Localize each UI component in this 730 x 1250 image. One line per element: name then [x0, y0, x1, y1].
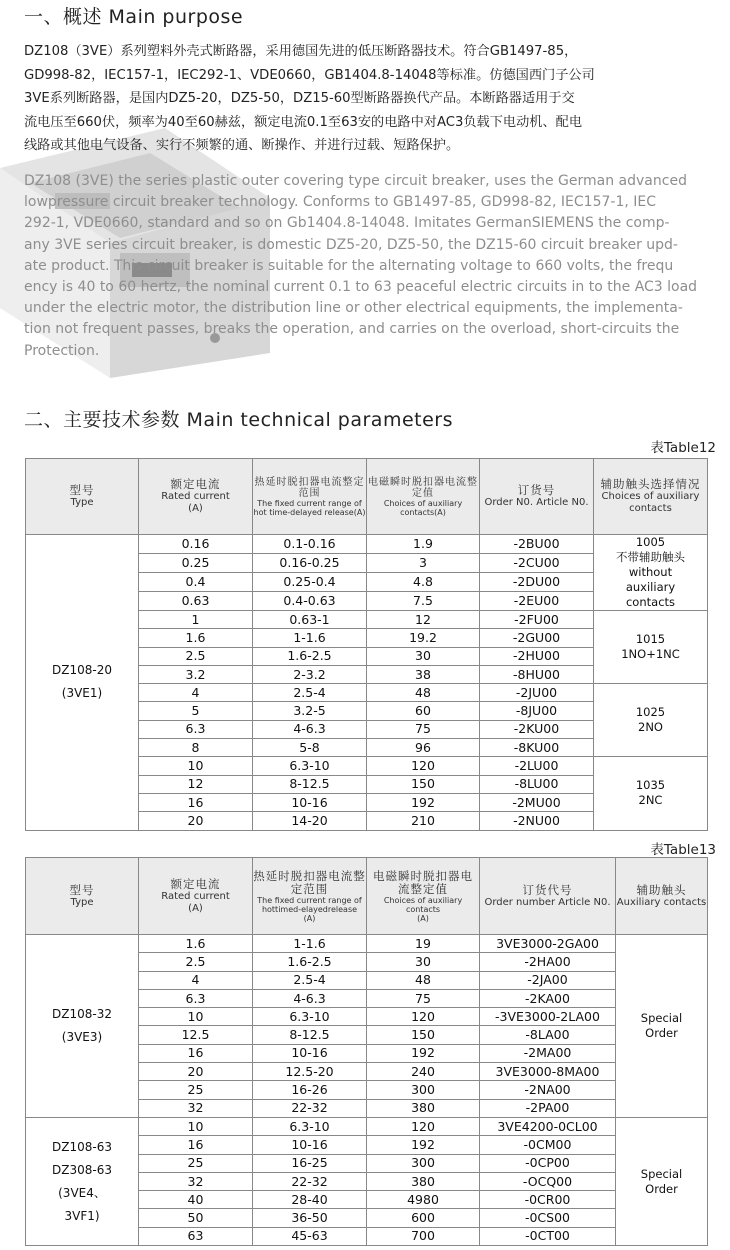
header-zh: 电磁瞬时脱扣器电流整定值 — [368, 476, 478, 499]
cell-line: 1025 — [635, 705, 666, 720]
header-en: Choices of auxiliary contacts(A) — [383, 498, 463, 517]
cell-line: 2NO — [638, 720, 663, 735]
table13 — [25, 857, 708, 1246]
table13-body — [26, 935, 708, 1246]
header-en: Auxiliary contacts — [616, 896, 707, 908]
header-en: Rated current — [161, 491, 230, 502]
order-number-cell: -8HU00 — [480, 665, 594, 683]
rated-current-cell: 25 — [139, 1154, 253, 1172]
order-number-cell: -0CS00 — [480, 1209, 616, 1227]
magnetic-value-cell: 75 — [367, 720, 480, 738]
thermal-range-cell: 2-3.2 — [253, 665, 367, 683]
rated-current-cell: 0.25 — [139, 554, 253, 573]
order-number-cell: -0CP00 — [480, 1154, 616, 1172]
header-zh: 热延时脱扣器电流整定范围 — [253, 868, 366, 896]
thermal-range-cell: 16-25 — [253, 1154, 367, 1172]
section-title-parameters: 二、主要技术参数 Main technical parameters — [24, 409, 453, 431]
magnetic-value-cell: 300 — [367, 1154, 480, 1172]
magnetic-value-cell: 38 — [367, 665, 480, 683]
intro-en-line: under the electric motor, the distribution line or other electrical equipments, the implementa- — [24, 300, 683, 317]
thermal-range-cell: 10-16 — [253, 1136, 367, 1154]
header-en: Choices of auxiliary contacts — [601, 491, 700, 514]
thermal-range-cell: 10-16 — [253, 1044, 367, 1062]
order-number-cell: -2KA00 — [480, 989, 616, 1007]
order-number-cell: -8LU00 — [480, 775, 594, 793]
header-en: Order number Article N0. — [484, 896, 611, 908]
type-cell — [26, 1117, 139, 1245]
header-en: Type — [70, 497, 94, 508]
magnetic-value-cell: 192 — [367, 793, 480, 811]
thermal-range-cell: 4-6.3 — [253, 989, 367, 1007]
rated-current-cell: 1.6 — [139, 629, 253, 647]
rated-current-cell: 25 — [139, 1081, 253, 1099]
order-number-cell: -2HU00 — [480, 647, 594, 665]
thermal-range-cell: 3.2-5 — [253, 702, 367, 720]
header-zh: 额定电流 — [170, 477, 221, 491]
rated-current-cell: 40 — [139, 1191, 253, 1209]
thermal-range-cell: 8-12.5 — [253, 775, 367, 793]
section-title-purpose: 一、概述 Main purpose — [24, 6, 244, 28]
order-number-cell: -2MU00 — [480, 793, 594, 811]
cell-line: contacts — [625, 595, 676, 609]
thermal-range-cell: 12.5-20 — [253, 1063, 367, 1081]
cell-line: DZ108-20 — [52, 663, 112, 678]
header-unit: (A) — [303, 913, 316, 923]
order-number-cell: -2JU00 — [480, 684, 594, 702]
rated-current-cell: 2.5 — [139, 647, 253, 665]
intro-zh-line: 3VE系列断路器，是国内DZ5-20，DZ5-50，DZ15-60型断路器换代产品。本断路器适用于交 — [24, 91, 575, 106]
rated-current-cell: 16 — [139, 1044, 253, 1062]
magnetic-value-cell: 30 — [367, 647, 480, 665]
thermal-range-cell: 2.5-4 — [253, 684, 367, 702]
magnetic-value-cell: 19 — [367, 935, 480, 953]
header-zh: 辅助触头选择情况 — [600, 477, 701, 491]
magnetic-value-cell: 120 — [367, 1117, 480, 1135]
table-row — [26, 1117, 708, 1135]
table13-caption: 表Table13 — [650, 842, 716, 858]
magnetic-value-cell: 60 — [367, 702, 480, 720]
table12-header-aux — [594, 459, 708, 535]
cell-line: DZ108-32 — [52, 1006, 112, 1021]
magnetic-value-cell: 300 — [367, 1081, 480, 1099]
thermal-range-cell: 1.6-2.5 — [253, 647, 367, 665]
thermal-range-cell: 45-63 — [253, 1227, 367, 1245]
aux-contacts-cell — [594, 535, 708, 611]
table12-body — [26, 535, 708, 831]
thermal-range-cell: 28-40 — [253, 1191, 367, 1209]
cell-line: DZ108-63 — [52, 1139, 112, 1154]
header-zh: 电磁瞬时脱扣器电流整定值 — [373, 868, 473, 896]
thermal-range-cell: 1-1.6 — [253, 935, 367, 953]
rated-current-cell: 5 — [139, 702, 253, 720]
header-en: Rated current — [161, 890, 230, 902]
header-zh: 热延时脱扣器电流整定范围 — [254, 476, 365, 499]
magnetic-value-cell: 4980 — [367, 1191, 480, 1209]
order-number-cell: -OCQ00 — [480, 1172, 616, 1190]
rated-current-cell: 8 — [139, 739, 253, 757]
header-zh: 订货代号 — [522, 882, 573, 897]
intro-zh-line: 线路或其他电气设备、实行不频繁的通、断操作、并进行过载、短路保护。 — [24, 138, 460, 153]
header-unit: (A) — [417, 913, 429, 923]
cell-line: Order — [645, 1025, 678, 1040]
thermal-range-cell: 10-16 — [253, 793, 367, 811]
table12-header-order — [480, 459, 594, 535]
rated-current-cell: 4 — [139, 971, 253, 989]
magnetic-value-cell: 7.5 — [367, 592, 480, 611]
magnetic-value-cell: 700 — [367, 1227, 480, 1245]
intro-zh-line: DZ108（3VE）系列塑料外壳式断路器，采用德国先进的低压断路器技术。符合GB1497-85， — [24, 44, 578, 59]
aux-contacts-cell — [594, 757, 708, 830]
thermal-range-cell: 6.3-10 — [253, 1117, 367, 1135]
cell-line: Special — [640, 1010, 683, 1025]
table12-caption: 表Table12 — [650, 440, 716, 456]
order-number-cell: -8LA00 — [480, 1026, 616, 1044]
magnetic-value-cell: 19.2 — [367, 629, 480, 647]
intro-en-line: ency is 40 to 60 hertz, the nominal current 0.1 to 63 peaceful electric circuits in to the AC3 load — [24, 279, 698, 296]
order-number-cell: -0CR00 — [480, 1191, 616, 1209]
rated-current-cell: 6.3 — [139, 720, 253, 738]
order-number-cell: -2MA00 — [480, 1044, 616, 1062]
intro-en-line: lowpressure circuit breaker technology. Conforms to GB1497-85, GD998-82, IEC157-1, IEC — [24, 194, 657, 211]
magnetic-value-cell: 380 — [367, 1172, 480, 1190]
intro-en-line: tion not frequent passes, breaks the operation, and carries on the overload, short-circuits the — [24, 321, 680, 338]
header-zh: 额定电流 — [170, 876, 221, 891]
order-number-cell: -2EU00 — [480, 592, 594, 611]
intro-en-line: DZ108 (3VE) the series plastic outer covering type circuit breaker, uses the German advanced — [24, 173, 687, 189]
rated-current-cell: 32 — [139, 1172, 253, 1190]
table13-header-order — [480, 858, 616, 935]
header-en: Order N0. Article N0. — [484, 497, 589, 508]
magnetic-value-cell: 3 — [367, 554, 480, 573]
rated-current-cell: 12.5 — [139, 1026, 253, 1044]
cell-line: 1005 — [635, 535, 666, 549]
header-unit: (A) — [188, 902, 203, 914]
rated-current-cell: 4 — [139, 684, 253, 702]
rated-current-cell: 63 — [139, 1227, 253, 1245]
thermal-range-cell: 0.1-0.16 — [253, 535, 367, 554]
order-number-cell: -2LU00 — [480, 757, 594, 775]
table12-header-type — [26, 459, 139, 535]
cell-line: Order — [645, 1181, 678, 1196]
table12-header-magnetic — [367, 459, 480, 535]
rated-current-cell: 0.4 — [139, 573, 253, 592]
header-en: Choices of auxiliary contacts — [383, 895, 463, 914]
rated-current-cell: 10 — [139, 757, 253, 775]
rated-current-cell: 1.6 — [139, 935, 253, 953]
thermal-range-cell: 16-26 — [253, 1081, 367, 1099]
rated-current-cell: 10 — [139, 1008, 253, 1026]
aux-contacts-cell — [594, 684, 708, 757]
cell-line: (3VE3) — [61, 1029, 103, 1044]
thermal-range-cell: 0.25-0.4 — [253, 573, 367, 592]
table-row — [26, 935, 708, 953]
type-cell — [26, 535, 139, 831]
table13-header-rated — [139, 858, 253, 935]
thermal-range-cell: 1.6-2.5 — [253, 953, 367, 971]
thermal-range-cell: 8-12.5 — [253, 1026, 367, 1044]
table13-header-aux — [616, 858, 708, 935]
rated-current-cell: 3.2 — [139, 665, 253, 683]
order-number-cell: -2DU00 — [480, 573, 594, 592]
magnetic-value-cell: 120 — [367, 1008, 480, 1026]
cell-line: 3VF1) — [64, 1208, 100, 1223]
magnetic-value-cell: 380 — [367, 1099, 480, 1117]
magnetic-value-cell: 192 — [367, 1044, 480, 1062]
table13-header-magnetic — [367, 858, 480, 935]
header-en: The fixed current range of hottimed-elayedrelease — [257, 895, 362, 914]
order-number-cell: -2NA00 — [480, 1081, 616, 1099]
order-number-cell: -2BU00 — [480, 535, 594, 554]
magnetic-value-cell: 192 — [367, 1136, 480, 1154]
header-zh: 型号 — [69, 483, 95, 497]
intro-en-line: Protection. — [24, 342, 100, 359]
cell-line: DZ308-63 — [52, 1162, 112, 1177]
order-number-cell: -2FU00 — [480, 611, 594, 629]
rated-current-cell: 20 — [139, 812, 253, 830]
header-zh: 型号 — [69, 882, 95, 897]
intro-en-line: ate product. This circuit breaker is suitable for the alternating voltage to 660 volts, the frequ — [24, 257, 674, 274]
table13-header-row — [26, 858, 708, 935]
order-number-cell: 3VE3000-2GA00 — [480, 935, 616, 953]
rated-current-cell: 0.63 — [139, 592, 253, 611]
cell-line: (3VE1) — [61, 686, 103, 701]
header-en: The fixed current range of hot time-delayed release(A) — [253, 498, 366, 517]
magnetic-value-cell: 12 — [367, 611, 480, 629]
aux-contacts-cell — [616, 1117, 708, 1245]
rated-current-cell: 10 — [139, 1117, 253, 1135]
thermal-range-cell: 0.16-0.25 — [253, 554, 367, 573]
cell-line: 1NO+1NC — [621, 647, 680, 662]
thermal-range-cell: 22-32 — [253, 1172, 367, 1190]
intro-english — [24, 171, 724, 362]
order-number-cell: -2JA00 — [480, 971, 616, 989]
magnetic-value-cell: 96 — [367, 739, 480, 757]
intro-chinese — [24, 40, 714, 158]
order-number-cell: -0CT00 — [480, 1227, 616, 1245]
rated-current-cell: 0.16 — [139, 535, 253, 554]
intro-en-line: any 3VE series circuit breaker, is domestic DZ5-20, DZ5-50, the DZ15-60 circuit breaker upd- — [24, 236, 678, 253]
order-number-cell: -2CU00 — [480, 554, 594, 573]
magnetic-value-cell: 4.8 — [367, 573, 480, 592]
thermal-range-cell: 36-50 — [253, 1209, 367, 1227]
cell-line: (3VE4、 — [58, 1185, 106, 1200]
magnetic-value-cell: 600 — [367, 1209, 480, 1227]
intro-zh-line: GD998-82，IEC157-1，IEC292-1、VDE0660，GB1404.8-14048等标准。仿德国西门子公司 — [24, 67, 595, 83]
rated-current-cell: 16 — [139, 1136, 253, 1154]
order-number-cell: -3VE3000-2LA00 — [480, 1008, 616, 1026]
cell-line: 2NC — [638, 793, 663, 808]
type-cell — [26, 935, 139, 1118]
thermal-range-cell: 1-1.6 — [253, 629, 367, 647]
magnetic-value-cell: 150 — [367, 775, 480, 793]
magnetic-value-cell: 210 — [367, 812, 480, 830]
order-number-cell: -2GU00 — [480, 629, 594, 647]
table12-header-row — [26, 459, 708, 535]
rated-current-cell: 1 — [139, 611, 253, 629]
magnetic-value-cell: 48 — [367, 971, 480, 989]
cell-line: Special — [640, 1166, 683, 1181]
magnetic-value-cell: 30 — [367, 953, 480, 971]
cell-line: 1015 — [635, 632, 666, 647]
table12-header-thermal — [253, 459, 367, 535]
header-zh: 订货号 — [517, 483, 556, 497]
order-number-cell: -0CM00 — [480, 1136, 616, 1154]
cell-line: without — [628, 565, 673, 579]
magnetic-value-cell: 48 — [367, 684, 480, 702]
order-number-cell: -2HA00 — [480, 953, 616, 971]
rated-current-cell: 32 — [139, 1099, 253, 1117]
table12 — [25, 458, 708, 831]
thermal-range-cell: 2.5-4 — [253, 971, 367, 989]
order-number-cell: -8JU00 — [480, 702, 594, 720]
cell-line: auxiliary — [625, 580, 676, 594]
header-zh: 辅助触头 — [636, 882, 687, 897]
order-number-cell: -2PA00 — [480, 1099, 616, 1117]
thermal-range-cell: 6.3-10 — [253, 1008, 367, 1026]
rated-current-cell: 2.5 — [139, 953, 253, 971]
rated-current-cell: 6.3 — [139, 989, 253, 1007]
thermal-range-cell: 5-8 — [253, 739, 367, 757]
rated-current-cell: 16 — [139, 793, 253, 811]
thermal-range-cell: 0.4-0.63 — [253, 592, 367, 611]
intro-en-line: 292-1, VDE0660, standard and so on Gb1404.8-14048. Imitates GermanSIEMENS the comp- — [24, 215, 670, 232]
magnetic-value-cell: 120 — [367, 757, 480, 775]
header-en: Type — [70, 896, 94, 908]
table13-header-type — [26, 858, 139, 935]
rated-current-cell: 20 — [139, 1063, 253, 1081]
header-unit: (A) — [188, 503, 203, 514]
thermal-range-cell: 4-6.3 — [253, 720, 367, 738]
order-number-cell: -2NU00 — [480, 812, 594, 830]
order-number-cell: -8KU00 — [480, 739, 594, 757]
magnetic-value-cell: 240 — [367, 1063, 480, 1081]
thermal-range-cell: 0.63-1 — [253, 611, 367, 629]
magnetic-value-cell: 75 — [367, 989, 480, 1007]
intro-zh-line: 流电压至660伏，频率为40至60赫兹，额定电流0.1至63安的电路中对AC3负载下电动机、配电 — [24, 114, 583, 130]
table12-header-rated — [139, 459, 253, 535]
order-number-cell: 3VE3000-8MA00 — [480, 1063, 616, 1081]
cell-line: 1035 — [635, 778, 666, 793]
magnetic-value-cell: 150 — [367, 1026, 480, 1044]
thermal-range-cell: 22-32 — [253, 1099, 367, 1117]
thermal-range-cell: 6.3-10 — [253, 757, 367, 775]
order-number-cell: 3VE4200-0CL00 — [480, 1117, 616, 1135]
aux-contacts-cell — [594, 611, 708, 684]
rated-current-cell: 12 — [139, 775, 253, 793]
table13-header-thermal — [253, 858, 367, 935]
order-number-cell: -2KU00 — [480, 720, 594, 738]
aux-contacts-cell — [616, 935, 708, 1118]
table-row — [26, 535, 708, 554]
magnetic-value-cell: 1.9 — [367, 535, 480, 554]
thermal-range-cell: 14-20 — [253, 812, 367, 830]
rated-current-cell: 50 — [139, 1209, 253, 1227]
cell-line: 不带辅助触头 — [616, 550, 685, 564]
